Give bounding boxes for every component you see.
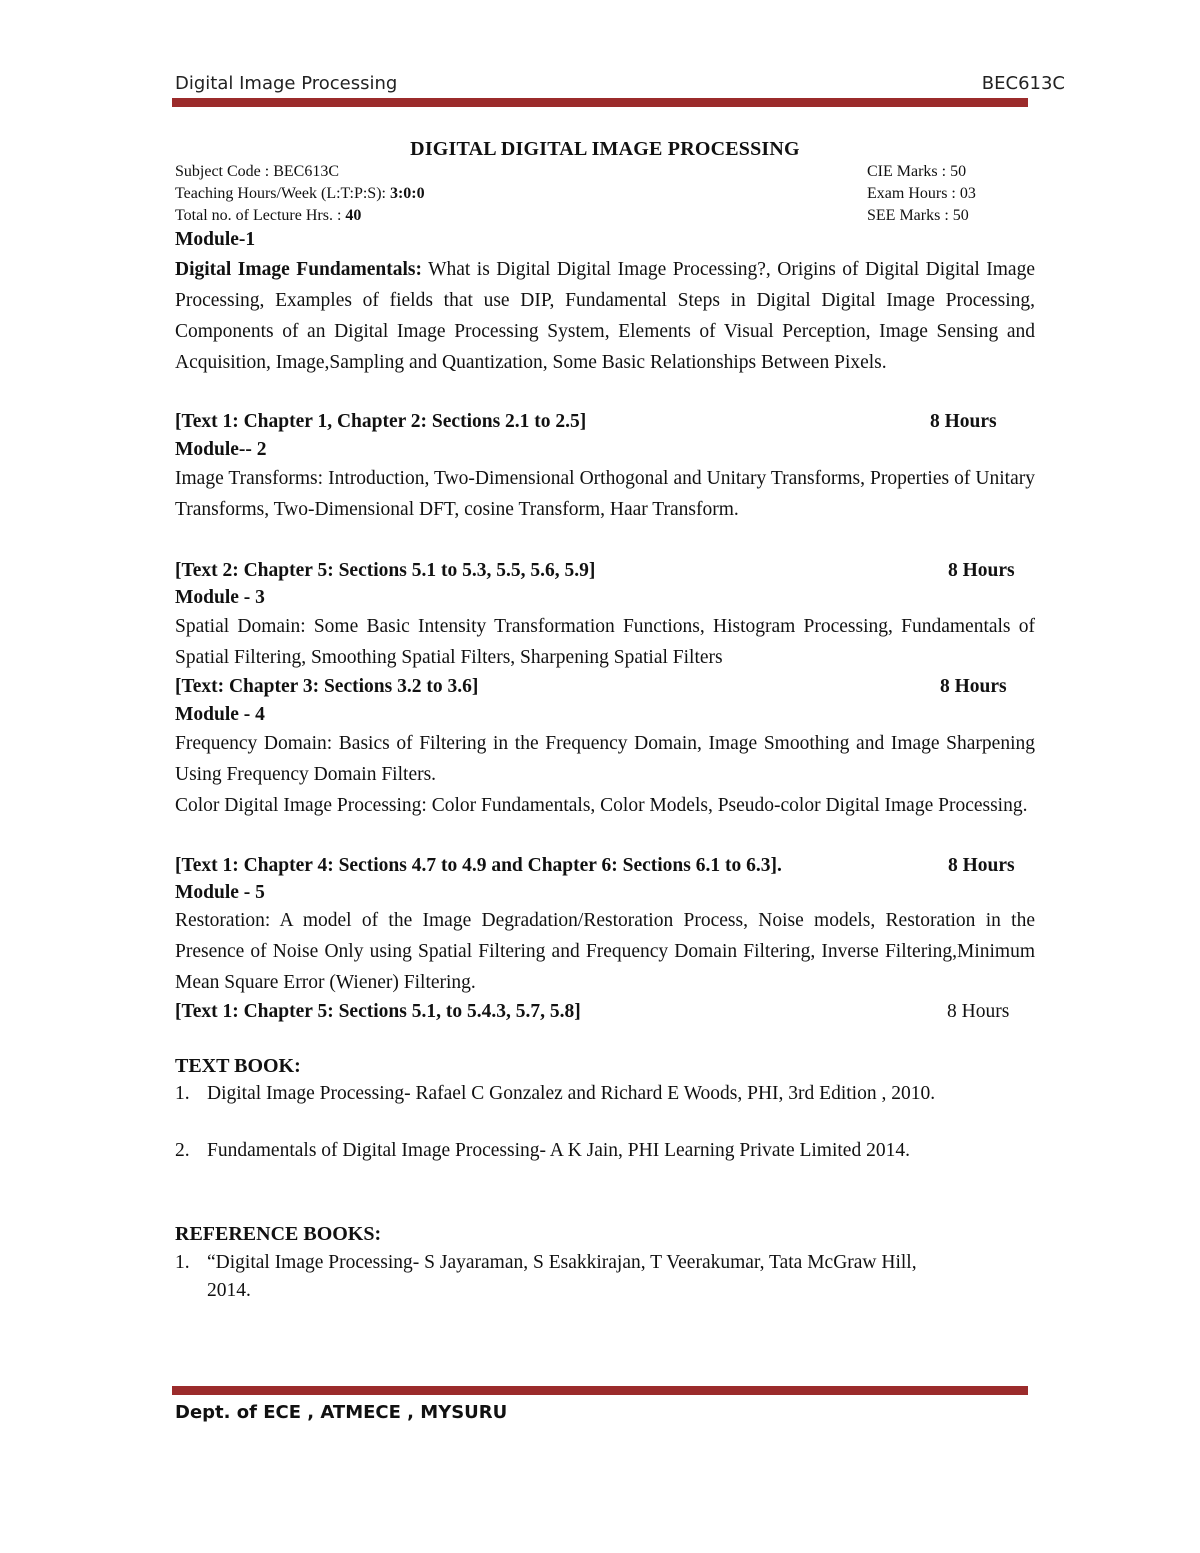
item-number: 2.: [175, 1140, 190, 1161]
text-book-item: [175, 1080, 955, 1108]
footer-rule: [172, 1386, 1028, 1395]
text-book-heading: TEXT BOOK:: [175, 1055, 301, 1077]
module-1-body: What is Digital Digital Image Processing?, Origins of Digital Digital Image Processing, Examples of fields that use DIP, Fundamental Steps in Digital Digital Image Processing, Components of an Digital Image Processing System, Elements of Visual Perception, Image Sensing and Acquisition, Image,Sampling and Quantization, Some Basic Relationships Between Pixels.: [175, 259, 1035, 373]
running-header-title: Digital Image Processing: [175, 73, 398, 94]
header-rule: [172, 98, 1028, 107]
item-text: Digital Image Processing- Rafael C Gonzalez and Richard E Woods, PHI, 3rd Edition , 2010.: [207, 1083, 936, 1104]
info-label: Teaching Hours/Week (L:T:P:S):: [175, 185, 390, 202]
module-4-reference: [Text 1: Chapter 4: Sections 4.7 to 4.9 and Chapter 6: Sections 6.1 to 6.3].: [175, 855, 782, 876]
syllabus-title: DIGITAL DIGITAL IMAGE PROCESSING: [410, 138, 800, 160]
info-right: SEE Marks : 50: [867, 207, 969, 224]
module-3-heading: Module - 3: [175, 587, 265, 608]
module-2-content: Image Transforms: Introduction, Two-Dimensional Orthogonal and Unitary Transforms, Properties of Unitary Transforms, Two-Dimensional DFT, cosine Transform, Haar Transform.: [175, 468, 1035, 520]
module-3-content: Spatial Domain: Some Basic Intensity Transformation Functions, Histogram Processing, Fundamentals of Spatial Filtering, Smoothing Spatial Filters, Sharpening Spatial Filters: [175, 616, 1035, 668]
module-1-lead: Digital Image Fundamentals:: [175, 259, 422, 280]
module-4-content-color: Color Digital Image Processing: Color Fundamentals, Color Models, Pseudo-color Digital Image Processing.: [175, 795, 1028, 816]
module-1-heading: Module-1: [175, 229, 256, 250]
text-book-item: [175, 1137, 955, 1165]
running-header-code: BEC613C: [981, 73, 1065, 94]
module-5-heading: Module - 5: [175, 882, 265, 903]
module-1-hours: 8 Hours: [930, 411, 997, 432]
module-1-content: [175, 254, 1035, 378]
info-right: CIE Marks : 50: [867, 163, 967, 180]
module-2-hours: 8 Hours: [948, 560, 1015, 581]
item-text: “Digital Image Processing- S Jayaraman, S Esakkirajan, T Veerakumar, Tata McGraw Hill, 2014.: [207, 1252, 917, 1301]
module-4-content: Frequency Domain: Basics of Filtering in the Frequency Domain, Image Smoothing and Image Sharpening Using Frequency Domain Filters.: [175, 733, 1035, 785]
info-value: 40: [345, 207, 362, 224]
info-value: 3:0:0: [389, 185, 425, 202]
footer-department: Dept. of ECE , ATMECE , MYSURU: [175, 1402, 508, 1423]
item-number: 1.: [175, 1083, 190, 1104]
module-4-heading: Module - 4: [175, 704, 265, 725]
module-3-reference: [Text: Chapter 3: Sections 3.2 to 3.6]: [175, 676, 479, 697]
item-number: 1.: [175, 1252, 190, 1273]
module-1-reference: [Text 1: Chapter 1, Chapter 2: Sections 2.1 to 2.5]: [175, 411, 587, 432]
module-3-hours: 8 Hours: [940, 676, 1007, 697]
item-text: Fundamentals of Digital Image Processing- A K Jain, PHI Learning Private Limited 2014.: [207, 1140, 910, 1161]
module-2-heading: Module-- 2: [175, 439, 267, 460]
info-value: BEC613C: [273, 163, 340, 180]
module-4-hours: 8 Hours: [948, 855, 1015, 876]
module-5-hours: 8 Hours: [947, 1001, 1010, 1022]
reference-books-heading: REFERENCE BOOKS:: [175, 1223, 382, 1245]
info-label: Total no. of Lecture Hrs. :: [175, 207, 346, 224]
module-5-content: Restoration: A model of the Image Degradation/Restoration Process, Noise models, Restoration in the Presence of Noise Only using Spatial Filtering and Frequency Domain Filtering, Inverse Filtering,Minimum Mean Square Error (Wiener) Filtering.: [175, 910, 1035, 993]
module-5-reference: [Text 1: Chapter 5: Sections 5.1, to 5.4.3, 5.7, 5.8]: [175, 1001, 581, 1022]
reference-book-item: [175, 1249, 955, 1305]
info-label: Subject Code :: [175, 163, 274, 180]
info-right: Exam Hours : 03: [867, 185, 976, 202]
module-2-reference: [Text 2: Chapter 5: Sections 5.1 to 5.3, 5.5, 5.6, 5.9]: [175, 560, 596, 581]
